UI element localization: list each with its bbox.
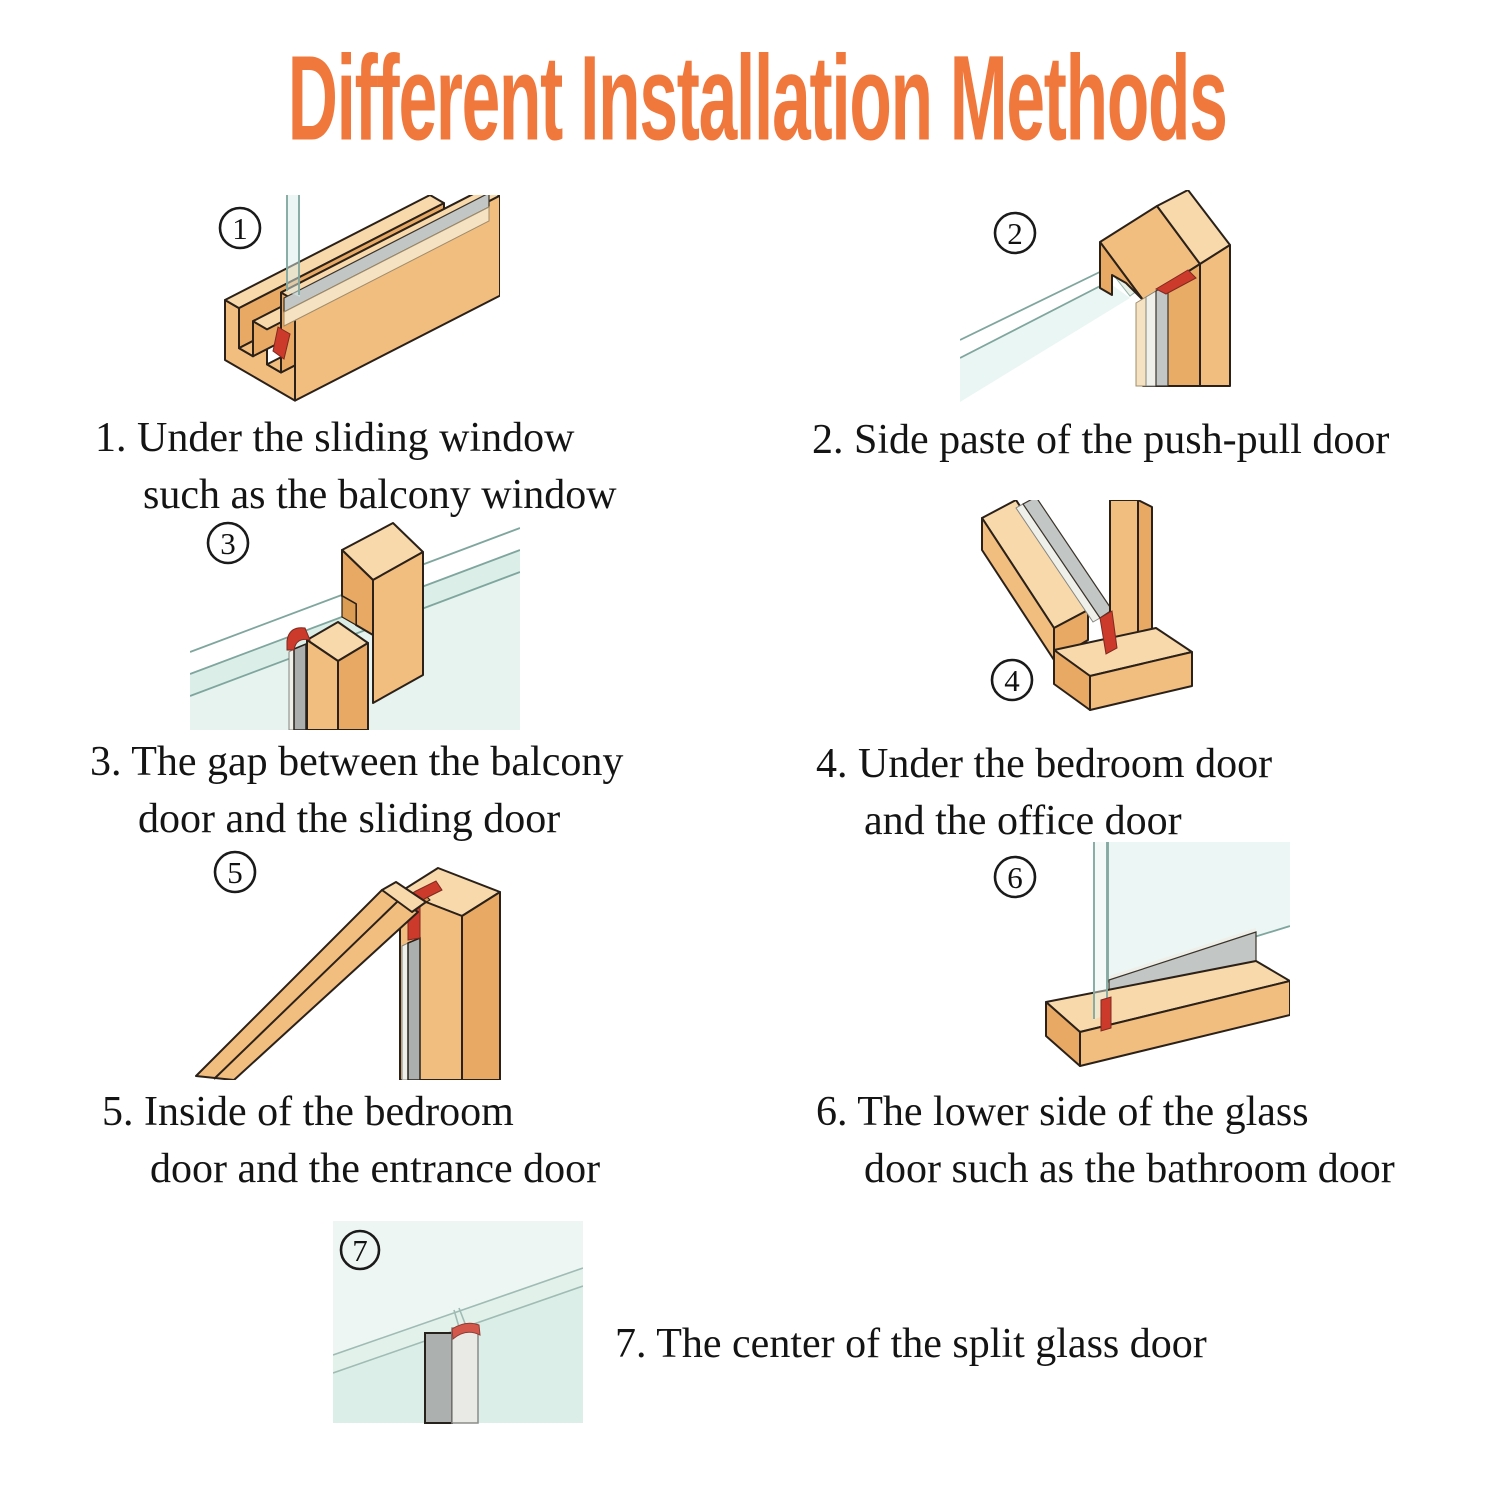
red-seal-mark (1101, 997, 1111, 1031)
svg-text:6: 6 (1007, 860, 1023, 895)
illustration-2-push-pull-door (960, 190, 1290, 410)
svg-text:3: 3 (220, 526, 236, 561)
svg-text:2: 2 (1007, 216, 1023, 251)
svg-text:5: 5 (227, 855, 243, 890)
caption-5 (102, 1084, 600, 1198)
step-number-badge (995, 213, 1035, 253)
caption-6 (816, 1084, 1395, 1198)
caption-4 (816, 736, 1272, 850)
door-slab (196, 882, 426, 1080)
caption-6-line-1: 6. The lower side of the glass (816, 1089, 1309, 1135)
caption-5-line-2: door and the entrance door (150, 1146, 601, 1192)
svg-text:4: 4 (1004, 663, 1020, 698)
caption-1-line-1: 1. Under the sliding window (95, 415, 575, 461)
step-number-badge (995, 857, 1035, 897)
page-title (0, 30, 1500, 166)
caption-3-line-1: 3. The gap between the balcony (90, 739, 624, 785)
svg-text:1: 1 (232, 211, 248, 246)
caption-1 (95, 410, 617, 524)
illustration-7-split-glass-door (333, 1217, 583, 1427)
step-number-badge (992, 660, 1032, 700)
seal-strip (425, 1323, 480, 1423)
step-number-badge (208, 523, 248, 563)
caption-3 (90, 734, 623, 848)
caption-2 (812, 412, 1389, 469)
step-number-badge (220, 208, 260, 248)
caption-3-line-2: door and the sliding door (138, 796, 561, 842)
caption-5-line-1: 5. Inside of the bedroom (102, 1089, 514, 1135)
page-title-text: Different Installation Methods (287, 30, 1227, 166)
caption-4-line-2: and the office door (864, 798, 1182, 844)
glass-pane-front (1093, 842, 1108, 1020)
caption-7 (615, 1316, 1207, 1373)
caption-2-line-1: 2. Side paste of the push-pull door (812, 417, 1390, 463)
illustration-6-glass-door-bottom (960, 840, 1290, 1080)
illustration-5-door-inside (190, 840, 520, 1080)
caption-6-line-2: door such as the bathroom door (864, 1146, 1395, 1192)
illustration-3-door-gap (190, 510, 520, 730)
step-number-badge (215, 852, 255, 892)
illustration-4-door-bottom (960, 500, 1290, 730)
glass-pane (286, 195, 300, 297)
svg-text:7: 7 (352, 1233, 368, 1268)
illustration-1-sliding-window (200, 195, 500, 415)
caption-1-line-2: such as the balcony window (143, 472, 617, 518)
caption-4-line-1: 4. Under the bedroom door (816, 741, 1273, 787)
caption-7-line-1: 7. The center of the split glass door (615, 1321, 1207, 1367)
